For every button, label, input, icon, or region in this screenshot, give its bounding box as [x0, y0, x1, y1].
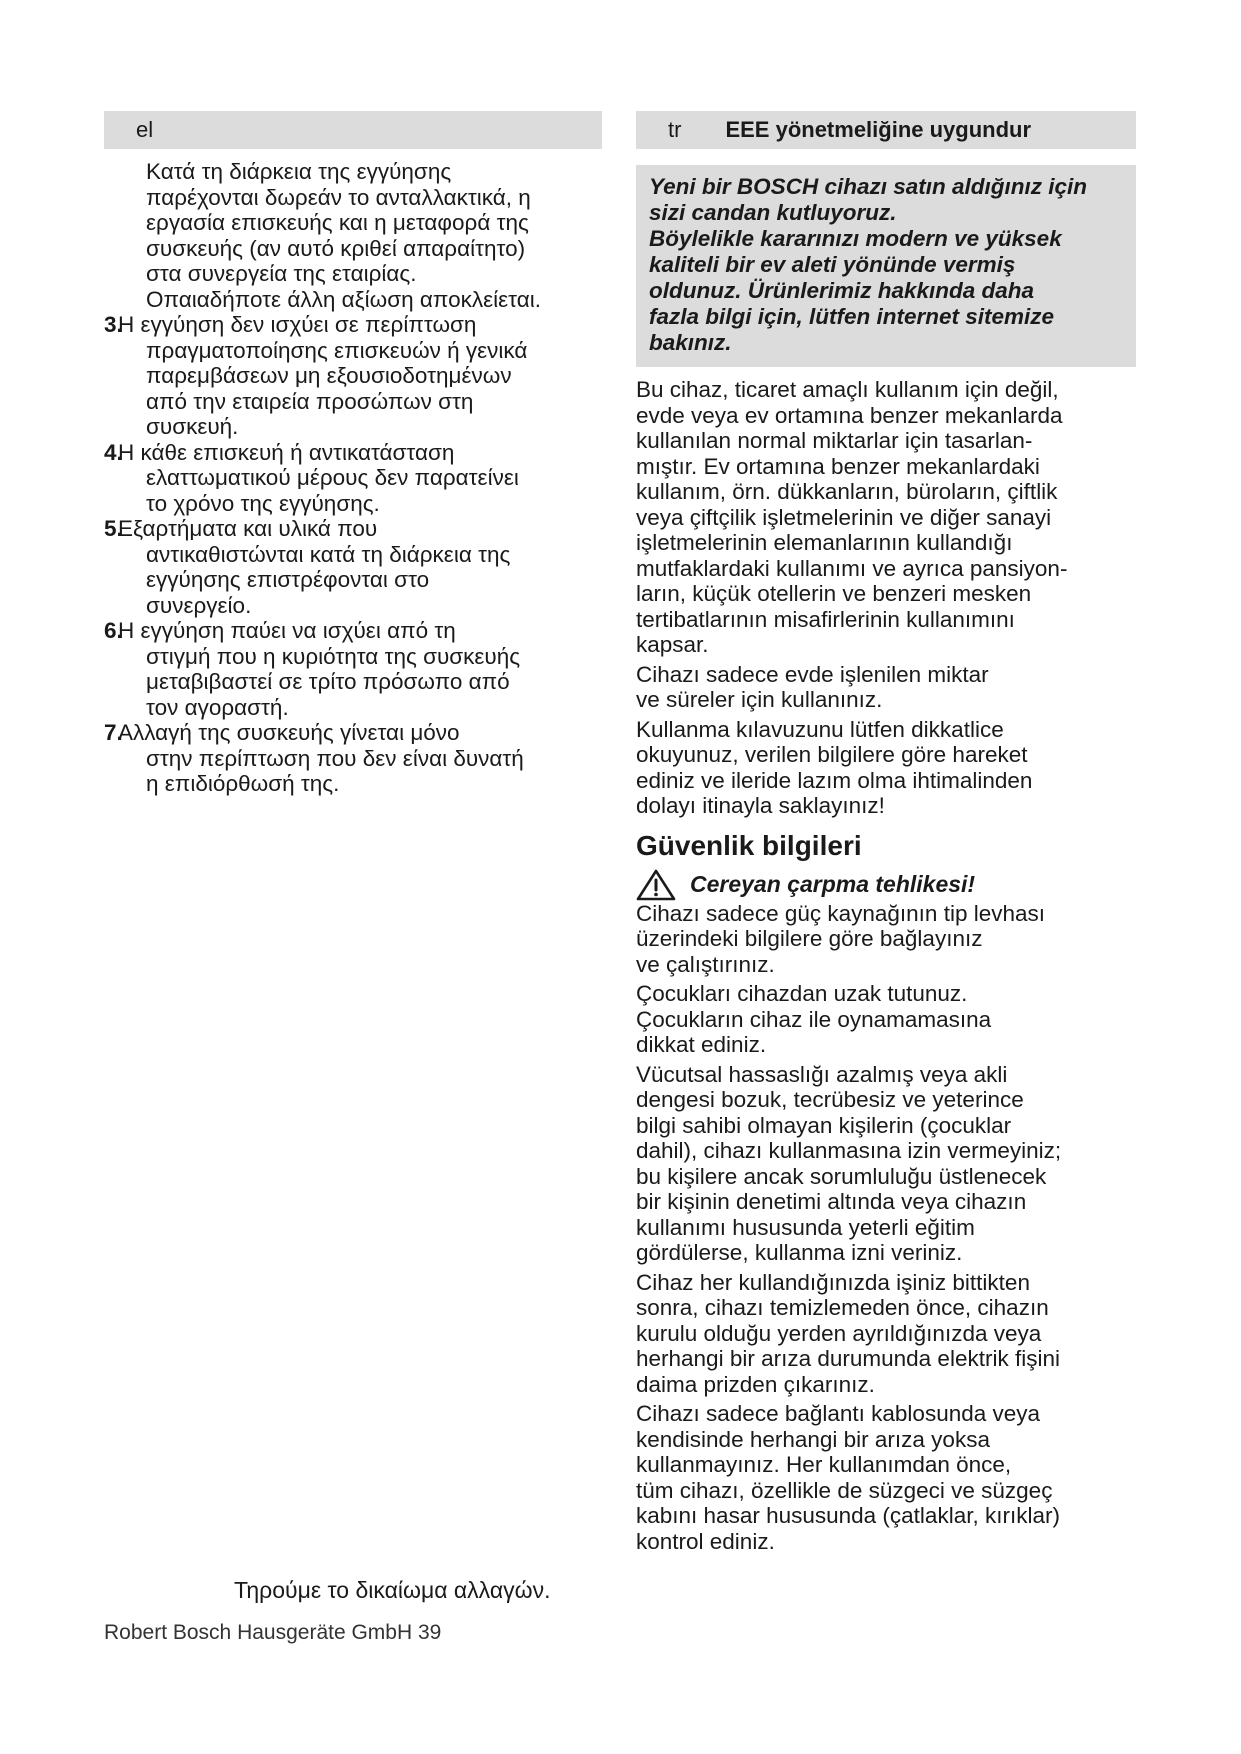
list-item: 7. Αλλαγή της συσκευής γίνεται μόνο στην περίπτωση που δεν είναι δυνατή η επιδιόρθωσή της. — [104, 720, 524, 796]
language-code: el — [136, 117, 154, 142]
warning-line — [636, 869, 1136, 901]
section-title: EEE yönetmeliğine uygundur — [725, 117, 1032, 142]
item-number: 5. — [104, 516, 123, 541]
item-number: 4. — [104, 439, 123, 465]
language-bar-tr — [636, 111, 1136, 149]
safety-paragraph: Çocukları cihazdan uzak tutunuz. Çocukların cihaz ile oynamamasına dikkat ediniz. — [636, 981, 992, 1057]
item-number: 3. — [104, 312, 123, 337]
rights-notice: Τηρούμε το δικαίωμα αλλαγών. — [234, 1577, 551, 1603]
warning-triangle-icon — [636, 869, 676, 901]
list-item: 4. Η κάθε επισκευή ή αντικατάσταση ελαττωματικού μέρους δεν παρατείνει το χρόνο της εγγύησης. — [104, 439, 519, 516]
safety-paragraph: Cihazı sadece bağlantı kablosunda veya kendisinde herhangi bir arıza yoksa kullanmayınız. Her kullanımdan önce, tüm cihazı, özellikle de süzgeci ve süzgeç kabını hasar hususunda (çatlaklar, kırıklar) kontrol ediniz. — [636, 1401, 1060, 1554]
greek-column — [104, 111, 602, 797]
item-number: 6. — [104, 618, 123, 643]
safety-paragraph: Cihaz her kullandığınızda işiniz bittikten sonra, cihazı temizlemeden önce, cihazın kurulu olduğu yerden ayrıldığınızda veya herhangi bir arıza durumunda elektrik fişini daima prizden çıkarınız. — [636, 1269, 1060, 1397]
intro-paragraph: Cihazı sadece evde işlenilen miktar ve süreler için kullanınız. — [636, 661, 989, 712]
warning-text: Cereyan çarpma tehlikesi! — [690, 871, 976, 897]
congratulations-box: Yeni bir BOSCH cihazı satın aldığınız için sizi candan kutluyoruz. Böylelikle kararınızı modern ve yüksek kaliteli bir ev aleti yönünde vermiş oldunuz. Ürünlerimiz hakkında daha fazla bilgi için, lütfen internet sitemize bakınız. — [636, 165, 1136, 367]
turkish-column — [636, 111, 1136, 1554]
safety-paragraph: Cihazı sadece güç kaynağının tip levhası üzerindeki bilgilere göre bağlayınız ve çalıştırınız. — [636, 900, 1045, 977]
intro-paragraph: Kullanma kılavuzunu lütfen dikkatlice okuyunuz, verilen bilgilere göre hareket ediniz ve ileride lazım olma ihtimalinden dolayı itinayla saklayınız! — [636, 716, 1033, 818]
intro-paragraph: Bu cihaz, ticaret amaçlı kullanım için değil, evde veya ev ortamına benzer mekanlarda kullanılan normal miktarlar için tasarlan- mıştır. Ev ortamına benzer mekanlardaki kullanım, örn. dükkanların, büroların, çiftlik veya çiftçilik işletmelerinin ve diğer sanayi işletmelerinin elemanlarının kullandığı mutfaklardaki kullanımı ve ayrıca pansiyon- ların, küçük otellerin ve benzeri mesken tertibatlarının misafirlerinin kullanımını kapsar. — [636, 377, 1068, 657]
language-bar-el — [104, 111, 602, 149]
list-item: 5. Εξαρτήματα και υλικά που αντικαθιστώνται κατά τη διάρκεια της εγγύησης επιστρέφονται στο συνεργείο. — [104, 516, 511, 618]
language-code: tr — [668, 117, 682, 142]
safety-heading: Güvenlik bilgileri — [636, 829, 862, 861]
page-footer: Robert Bosch Hausgeräte GmbH 39 — [104, 1621, 442, 1644]
warranty-list — [104, 312, 602, 797]
list-item: 6. Η εγγύηση παύει να ισχύει από τη στιγμή που η κυριότητα της συσκευής μεταβιβαστεί σε τρίτο πρόσωπο από τον αγοραστή. — [104, 618, 521, 720]
safety-paragraph: Vücutsal hassaslığı azalmış veya akli dengesi bozuk, tecrübesiz ve yeterince bilgi sahibi olmayan kişilerin (çocuklar dahil), cihazı kullanmasına izin vermeyiniz; bu kişilere ancak sorumluluğu üstlenecek bir kişinin denetimi altında veya cihazın kullanımı hususunda yeterli eğitim gördülerse, kullanma izni veriniz. — [636, 1061, 1062, 1265]
warranty-continuation: Κατά τη διάρκεια της εγγύησης παρέχονται δωρεάν το ανταλλακτικά, η εργασία επισκευής και η μεταφορά της συσκευής (αν αυτό κριθεί απαραίτητο) στα συνεργεία της εταιρίας. Οπαιαδήποτε άλλη αξίωση αποκλείεται. — [146, 159, 542, 312]
list-item: 3. Η εγγύηση δεν ισχύει σε περίπτωση πραγματοποίησης επισκευών ή γενικά παρεμβάσεων μη εξουσιοδοτημένων από την εταιρεία προσώπων στη συσκευή. — [104, 312, 528, 439]
item-number: 7. — [104, 720, 123, 745]
